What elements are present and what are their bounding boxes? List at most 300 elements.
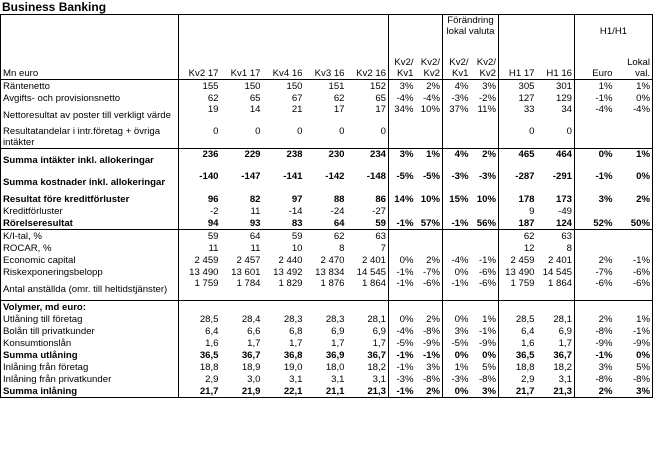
cell-value: -1% [416,349,443,361]
cell-value: 18,2 [347,361,389,373]
cell-value: 9 [529,205,535,217]
cell-value: 13 601 [231,266,261,278]
cell-value [416,301,443,314]
cell-value: 13 490 [179,266,221,278]
cell-value: 3% [454,325,469,337]
cell-value: 5% [471,361,499,373]
cell-value: -9% [595,337,613,349]
cell-value: 36,7 [347,349,389,361]
cell-value [263,301,305,314]
cell-value: 97 [291,193,303,205]
cell-value: 36,5 [515,349,535,361]
cell-value [416,126,443,149]
cell-value: 15% [449,193,469,205]
cell-value: 52% [575,217,615,230]
table-row [1,361,653,373]
cell-value: -7% [416,266,443,278]
cell-value: 3% [471,80,499,93]
cell-value: 96 [179,193,221,205]
cell-value: -6% [471,278,499,301]
cell-value: -4% [396,92,414,104]
cell-value: 18,2 [537,361,575,373]
row-label: Resultat före kreditförluster [1,193,179,205]
row-label: Summa inlåning [1,385,179,398]
cell-value: 10% [471,193,499,205]
cell-value: 1,7 [247,337,261,349]
cell-value: 5% [615,361,653,373]
cell-value: 0% [454,349,469,361]
cell-value: -5% [416,171,443,193]
table-row [1,242,653,254]
cell-value: 57% [416,217,443,230]
cell-value [443,205,471,217]
cell-value: -291 [537,171,575,193]
cell-value: 1,7 [347,337,389,349]
row-label: Riskexponeringsbelopp [1,266,179,278]
cell-value [575,230,615,243]
column-header: Kv2/ Kv1 [389,37,416,80]
cell-value: 305 [518,80,535,92]
cell-value: 2% [416,80,443,93]
cell-value: 28,1 [347,313,389,325]
cell-value: -4% [595,104,613,115]
cell-value: -8% [471,373,499,385]
table-row [1,373,653,385]
cell-value: -3% [471,171,499,193]
cell-value: 1% [598,80,613,92]
cell-value: 36,9 [325,349,345,361]
cell-value [443,301,471,314]
cell-value: 33 [523,104,535,115]
cell-value: 3% [399,80,414,92]
column-header: H1 16 [537,37,575,80]
cell-value: -1% [389,217,416,230]
cell-value: -1% [443,217,471,230]
cell-value: -141 [283,171,303,182]
cell-value: 234 [347,149,389,172]
cell-value: -9% [471,337,499,349]
cell-value: -4% [615,104,653,126]
cell-value: 14 [249,104,261,115]
row-label: ROCAR, % [1,242,179,254]
cell-value: -1% [595,92,613,104]
cell-value: -14 [288,205,303,217]
cell-value: 62 [333,230,345,242]
cell-value: 10% [416,104,443,126]
cell-value [499,301,537,314]
cell-value: 187 [499,217,537,230]
cell-value: 28,5 [515,313,535,325]
cell-value [443,242,471,254]
cell-value: 173 [537,193,575,205]
cell-value: 6,9 [537,325,575,337]
cell-value: 0 [499,126,537,149]
table-row [1,217,653,230]
cell-value: 2,9 [521,373,535,385]
cell-value [389,242,416,254]
table-row [1,266,653,278]
cell-value: 1 864 [537,278,575,301]
cell-value: 62 [179,92,221,104]
cell-value: 63 [537,230,575,243]
cell-value: 12 [523,242,535,254]
row-label: Utlåning till företag [1,313,179,325]
cell-value: 37% [449,104,469,115]
cell-value: 18,0 [325,361,345,373]
cell-value: 178 [518,193,535,205]
cell-value: 1% [615,149,653,172]
cell-value: 0% [443,385,471,398]
cell-value: -6% [575,278,615,301]
cell-value: -287 [515,171,535,182]
header-row-columns [1,37,653,80]
cell-value: -1% [471,254,499,266]
cell-value: 2 459 [179,254,221,266]
cell-value: -4% [416,92,443,104]
table-row [1,254,653,266]
column-header: Kv2 16 [347,37,389,80]
cell-value: 88 [333,193,345,205]
cell-value: 59 [347,217,389,230]
cell-value [389,301,416,314]
cell-value: 6,9 [331,325,345,337]
cell-value: 21,7 [499,385,537,398]
cell-value: 83 [263,217,305,230]
row-label: Summa utlåning [1,349,179,361]
cell-value: 93 [221,217,263,230]
cell-value: 4% [454,80,469,92]
cell-value: 34 [537,104,575,126]
cell-value: -9% [615,337,653,349]
row-label: Rörelseresultat [1,217,179,230]
cell-value: 3% [598,361,613,373]
cell-value: 151 [328,80,345,92]
table-row [1,278,653,301]
cell-value: 1,6 [521,337,535,349]
column-header: Euro [575,37,615,80]
cell-value: 17 [333,104,345,115]
table-row [1,301,653,314]
cell-value: 14 545 [347,266,389,278]
cell-value: 11 [250,242,261,254]
cell-value: 4% [454,149,469,160]
cell-value: 21,3 [537,385,575,398]
table-row [1,171,653,193]
cell-value: 1,7 [331,337,345,349]
cell-value: 65 [249,92,261,104]
cell-value: -1% [389,278,416,301]
cell-value: -3% [451,373,469,385]
column-header: Kv4 16 [263,37,305,80]
cell-value: 1 784 [221,278,263,301]
business-banking-table [0,14,653,398]
cell-value: 18,8 [179,361,221,373]
cell-value: 64 [249,230,261,242]
cell-value: 67 [291,92,303,104]
cell-value: 3% [615,385,653,398]
table-row [1,385,653,398]
row-label: Summa kostnader inkl. allokeringar [1,171,179,193]
table-row [1,92,653,104]
cell-value: 13 492 [273,266,303,278]
cell-value: -2 [179,205,221,217]
cell-value: 3% [471,385,499,398]
cell-value: 3% [598,193,613,205]
cell-value: 2% [615,193,653,205]
cell-value: 59 [179,230,221,243]
cell-value: 6,4 [179,325,221,337]
cell-value: 21,7 [179,385,221,398]
cell-value: 1 829 [263,278,305,301]
cell-value: 0 [347,126,389,149]
cell-value: -8% [615,373,653,385]
cell-value: 0 [263,126,305,149]
cell-value: 21 [291,104,303,115]
cell-value: -3% [451,92,469,104]
cell-value: 36,5 [179,349,221,361]
row-label: Antal anställda (omr. till heltidstjänster) [1,278,179,301]
cell-value: 1% [454,361,469,373]
column-header: Kv3 16 [305,37,347,80]
cell-value: 18,8 [515,361,535,373]
cell-value: -5% [396,171,414,182]
cell-value: -1% [396,349,414,361]
cell-value: 13 834 [315,266,345,278]
cell-value: -5% [396,337,414,349]
cell-value: 0% [454,266,469,278]
cell-value: -4% [396,325,414,337]
cell-value: -49 [537,205,575,217]
h1-group-header: H1/H1 [575,15,653,38]
cell-value [471,242,499,254]
cell-value: -1% [615,254,653,266]
cell-value: 1% [615,80,653,93]
cell-value: 21,3 [347,385,389,398]
cell-value: 0% [615,92,653,104]
cell-value: 230 [328,149,345,160]
cell-value [221,301,263,314]
cell-value: 34% [394,104,414,115]
cell-value: 19 [179,104,221,126]
cell-value: 155 [179,80,221,93]
cell-value: 2 401 [347,254,389,266]
cell-value: 464 [537,149,575,172]
cell-value: 21,9 [221,385,263,398]
cell-value: 2 459 [510,254,535,266]
cell-value: 11% [471,104,499,126]
cell-value: 129 [537,92,575,104]
cell-value: 1 759 [499,278,537,301]
cell-value: 0% [399,254,414,266]
cell-value: -27 [347,205,389,217]
cell-value [471,205,499,217]
cell-value: 65 [347,92,389,104]
cell-value: 0% [615,349,653,361]
cell-value: 6,9 [347,325,389,337]
cell-value: 17 [347,104,389,126]
cell-value: 301 [537,80,575,93]
cell-value: -6% [615,266,653,278]
cell-value [179,301,221,314]
cell-value: 2% [598,254,613,266]
cell-value: 8 [339,242,345,254]
cell-value [575,205,615,217]
cell-value: -8% [595,325,613,337]
cell-value: 6,6 [247,325,261,337]
column-header: H1 17 [499,37,537,80]
cell-value: -6% [416,278,443,301]
table-row [1,325,653,337]
row-label: Summa intäkter inkl. allokeringar [1,149,179,172]
cell-value: 1,7 [289,337,303,349]
cell-value: 238 [286,149,303,160]
cell-value: 1,6 [179,337,221,349]
cell-value: -2% [471,92,499,104]
column-header: Kv2 17 [179,37,221,80]
row-label: Räntenetto [1,80,179,93]
cell-value: 3,1 [289,373,303,385]
cell-value [416,205,443,217]
cell-value: 0% [615,171,653,193]
cell-value: 36,8 [283,349,303,361]
cell-value: 2,9 [179,373,221,385]
cell-value: 3,1 [537,373,575,385]
cell-value: 0 [179,126,221,149]
cell-value: -1% [443,278,471,301]
table-row [1,149,653,172]
cell-value: -24 [330,205,345,217]
cell-value: 8 [537,242,575,254]
cell-value [575,242,615,254]
row-label: Avgifts- och provisionsnetto [1,92,179,104]
cell-value: 0% [598,149,613,160]
row-label: Kreditförluster [1,205,179,217]
cell-value: 127 [518,92,535,104]
cell-value: -148 [347,171,389,193]
cell-value [615,126,653,149]
cell-value: 3,1 [331,373,345,385]
cell-value: 2% [416,385,443,398]
cell-value: 62 [523,230,535,242]
cell-value: 10 [291,242,303,254]
cell-value: 63 [347,230,389,243]
cell-value: 1% [615,313,653,325]
cell-value: 28,3 [283,313,303,325]
row-label: Inlåning från företag [1,361,179,373]
cell-value: 2 457 [236,254,261,266]
cell-value: 28,1 [537,313,575,325]
cell-value: 1,7 [537,337,575,349]
cell-value [615,301,653,314]
cell-value: 0% [454,313,469,325]
row-label: Bolån till privatkunder [1,325,179,337]
cell-value: 150 [244,80,261,92]
cell-value [443,230,471,243]
cell-value: -1% [389,385,416,398]
cell-value: 36,7 [537,349,575,361]
column-header: Kv2/ Kv1 [443,37,471,80]
cell-value: 1 864 [347,278,389,301]
cell-value [615,230,653,243]
cell-value: -6% [471,266,499,278]
row-label: Nettoresultat av poster till verkligt värde [1,104,179,126]
cell-value: -3% [396,373,414,385]
cell-value: 2% [416,313,443,325]
cell-value: 14 545 [537,266,575,278]
cell-value: -142 [325,171,345,182]
cell-value: -1% [615,325,653,337]
column-header: Lokal val. [615,37,653,80]
cell-value: -1% [595,171,613,182]
cell-value: 236 [179,149,221,172]
page-title: Business Banking [2,0,107,14]
cell-value: 6,8 [289,325,303,337]
cell-value: 0% [471,349,499,361]
table-row [1,313,653,325]
cell-value [416,242,443,254]
cell-value: 0 [537,126,575,149]
cell-value: -8% [416,325,443,337]
cell-value: 18,9 [241,361,261,373]
cell-value: -140 [179,171,221,193]
cell-value [575,301,615,314]
cell-value: -8% [595,373,613,385]
cell-value: -9% [416,337,443,349]
cell-value [389,126,416,149]
cell-value: 2% [416,254,443,266]
cell-value: 1% [416,149,443,172]
cell-value: 7 [347,242,389,254]
cell-value: 59 [291,230,303,242]
cell-value: 22,1 [263,385,305,398]
cell-value: 10% [416,193,443,205]
cell-value: 21,1 [305,385,347,398]
cell-value [575,126,615,149]
cell-value [471,301,499,314]
cell-value: 3,1 [347,373,389,385]
table-row [1,80,653,93]
cell-value: 2 470 [320,254,345,266]
cell-value: 0% [399,313,414,325]
cell-value: 3,0 [247,373,261,385]
column-header: Kv1 17 [221,37,263,80]
cell-value: -1% [396,266,414,278]
cell-value: -8% [416,373,443,385]
cell-value [389,205,416,217]
row-label-header: Mn euro [1,37,179,80]
table-row [1,230,653,243]
table-row [1,337,653,349]
cell-value [615,205,653,217]
cell-value [615,242,653,254]
cell-value: 6,4 [521,325,535,337]
cell-value [305,301,347,314]
cell-value: -1% [595,349,613,361]
header-row-group [1,15,653,38]
cell-value [347,301,389,314]
cell-value: -147 [241,171,261,182]
cell-value [471,126,499,149]
cell-value: 28,4 [241,313,261,325]
table-row [1,104,653,126]
cell-value: 86 [347,193,389,205]
column-header: Kv2/ Kv2 [471,37,499,80]
cell-value: 2% [598,313,613,325]
cell-value: 1 759 [179,278,221,301]
cell-value: -1% [471,325,499,337]
cell-value: 2% [575,385,615,398]
cell-value: 1% [471,313,499,325]
